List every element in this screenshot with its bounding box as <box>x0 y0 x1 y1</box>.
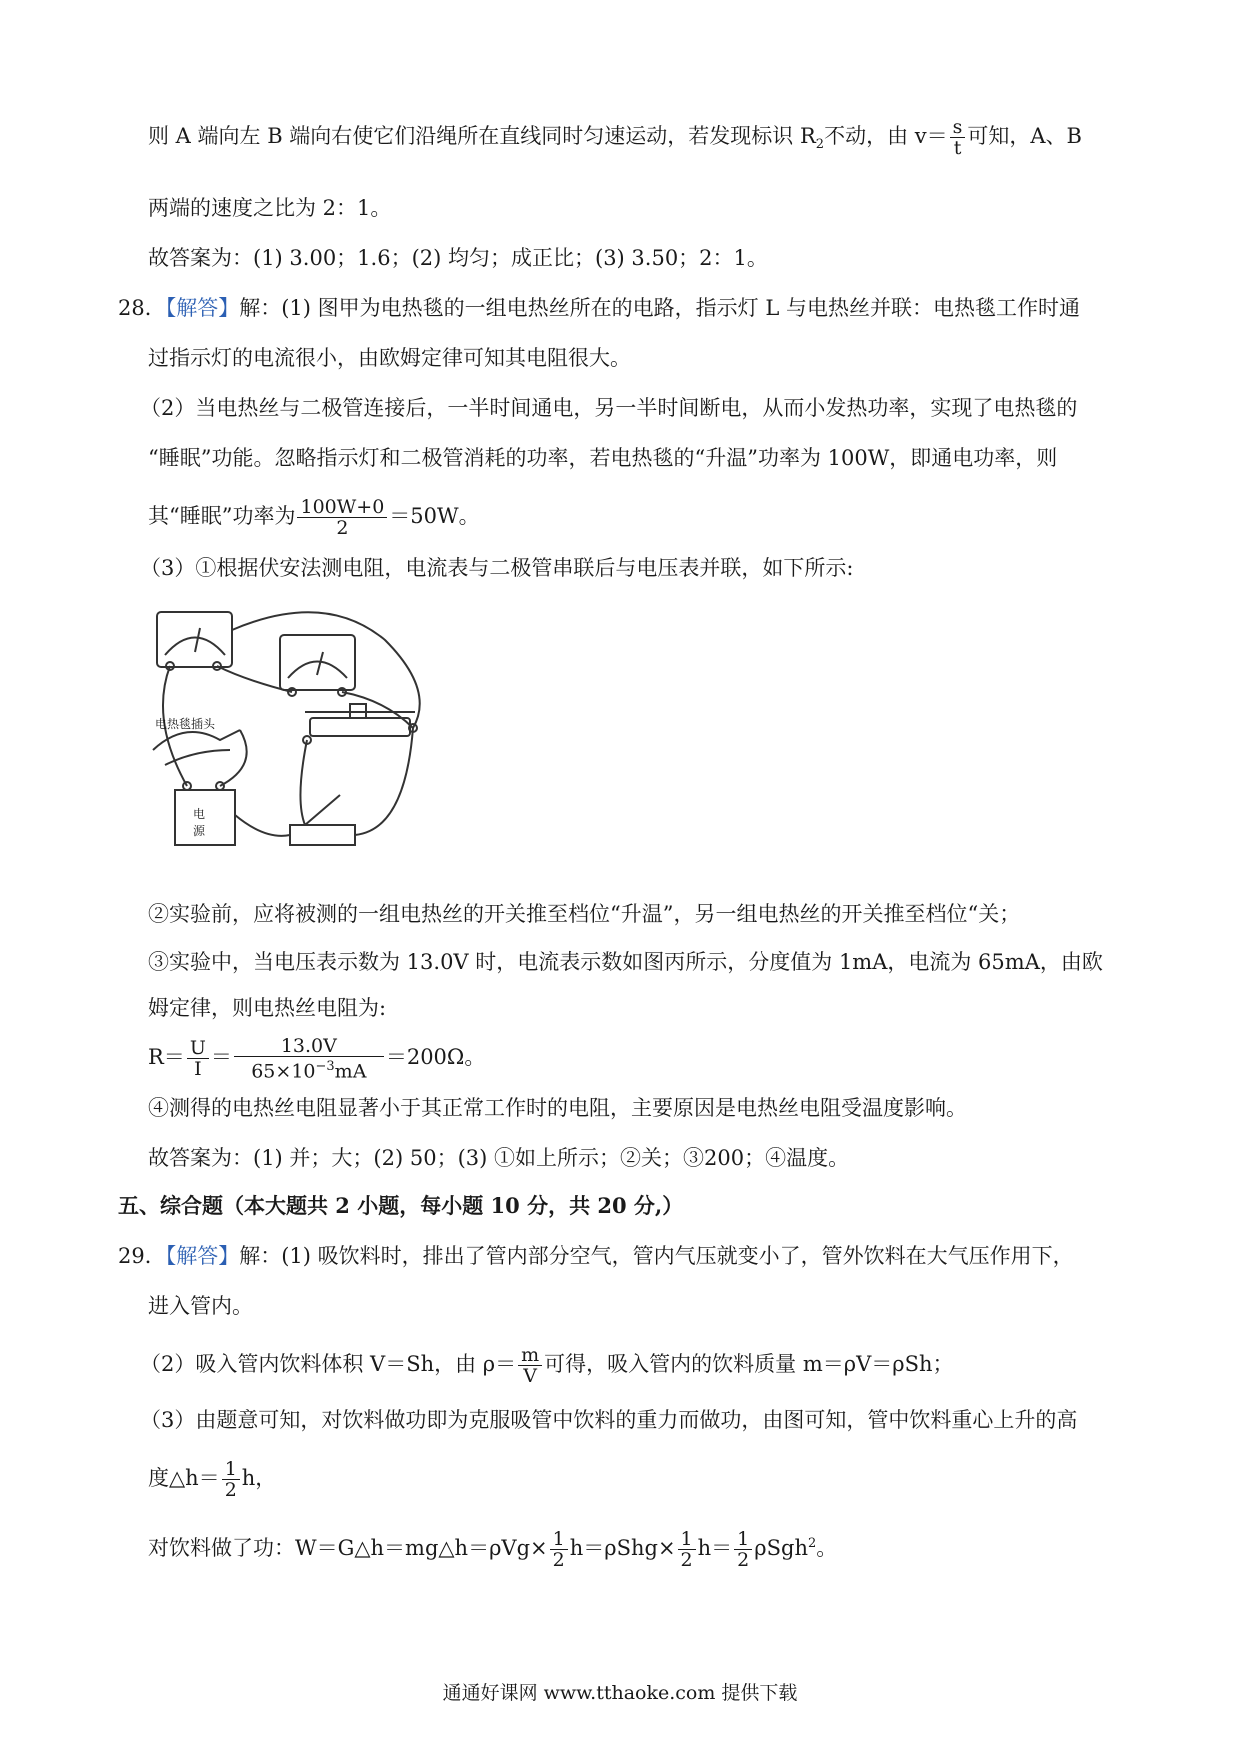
question-29-line: 29．【解答】解：(1) 吸饮料时，排出了管内部分空气，管内气压就变小了，管外饮料在大气压作用下， <box>118 1244 1074 1268</box>
fraction: $\frac{100W+0}{2}$ <box>297 497 387 538</box>
text-line: 其“睡眠”功率为 $\frac{100W+0}{2}$ ＝50W。 <box>148 496 480 539</box>
figure-label: 电 <box>193 807 206 821</box>
answer-tag: 【解答】 <box>165 1244 240 1268</box>
text-line: 则 A 端向左 B 端向右使它们沿绳所在直线同时匀速运动，若发现标识 $R_2$不动，由 v＝ $\frac{s}{t}$ 可知，A、B <box>148 116 1082 159</box>
fraction: $\frac{1}{2}$ <box>734 1529 752 1570</box>
text-line: 两端的速度之比为 2：1。 <box>148 196 392 220</box>
section-heading: 五、综合题（本大题共 2 小题，每小题 10 分，共 20 分,） <box>118 1193 684 1218</box>
answer-tag: 【解答】 <box>165 296 240 320</box>
question-28-line: 28．【解答】解：(1) 图甲为电热毯的一组电热丝所在的电路，指示灯 L 与电热丝并联：电热毯工作时通 <box>118 296 1080 320</box>
answer-line: 故答案为：(1) 并；大；(2) 50；(3) ①如上所示；②关；③200；④温度。 <box>148 1146 850 1170</box>
fraction: $\frac{1}{2}$ <box>678 1529 696 1570</box>
figure-label: 源 <box>193 824 206 838</box>
text-line: （2）吸入管内饮料体积 V＝Sh，由 ρ＝ $\frac{m}{V}$ 可得，吸入管内的饮料质量 m＝ρV＝ρSh； <box>140 1344 954 1387</box>
circuit-sketch-icon <box>145 600 445 860</box>
answer-line: 故答案为：(1) 3.00；1.6；(2) 均匀；成正比；(3) 3.50；2：1。 <box>148 246 768 270</box>
text-line: （3）①根据伏安法测电阻，电流表与二极管串联后与电压表并联，如下所示: <box>140 556 854 580</box>
fraction: $\frac{U}{I}$ <box>187 1038 209 1079</box>
text-line: （2）当电热丝与二极管连接后，一半时间通电，另一半时间断电，从而小发热功率，实现了电热毯的 <box>140 396 1078 420</box>
text-line: “睡眠”功能。忽略指示灯和二极管消耗的功率，若电热毯的“升温”功率为 100W，即通电功率，则 <box>148 446 1058 470</box>
page-footer: 通通好课网 www.tthaoke.com 提供下载 <box>442 1682 798 1704</box>
text-line: 进入管内。 <box>148 1294 253 1318</box>
text-line: 姆定律，则电热丝电阻为: <box>148 996 387 1020</box>
fraction: $\frac{13.0V}{65\times 10^{-3}mA}$ <box>234 1036 384 1081</box>
text-line: ②实验前，应将被测的一组电热丝的开关推至档位“升温”，另一组电热丝的开关推至档位“关； <box>148 902 1021 926</box>
fraction: $\frac{1}{2}$ <box>550 1529 568 1570</box>
fraction: $\frac{1}{2}$ <box>222 1459 240 1500</box>
fraction: $\frac{s}{t}$ <box>950 117 966 158</box>
formula-line: R＝ $\frac{U}{I}$ ＝ $\frac{13.0V}{65\times 10^{-3}mA}$ ＝200Ω。 <box>148 1035 486 1083</box>
fraction: $\frac{m}{V}$ <box>518 1345 542 1386</box>
text-line: ③实验中，当电压表示数为 13.0V 时，电流表示数如图丙所示，分度值为 1mA，电流为 65mA，由欧 <box>148 950 1103 974</box>
formula-line: 对饮料做了功：W＝G△h＝mg△h＝ρVg× $\frac{1}{2}$ h＝ρShg× $\frac{1}{2}$ h＝ $\frac{1}{2}$ ρSgh$^2$。 <box>148 1528 838 1571</box>
text-line: （3）由题意可知，对饮料做功即为克服吸管中饮料的重力而做功，由图可知，管中饮料重心上升的高 <box>140 1408 1078 1432</box>
text-line: ④测得的电热丝电阻显著小于其正常工作时的电阻，主要原因是电热丝电阻受温度影响。 <box>148 1096 967 1120</box>
text-line: 过指示灯的电流很小，由欧姆定律可知其电阻很大。 <box>148 346 631 370</box>
text-line: 度△h＝ $\frac{1}{2}$ h， <box>148 1458 277 1501</box>
figure-label: 电热毯插头 <box>155 717 216 731</box>
